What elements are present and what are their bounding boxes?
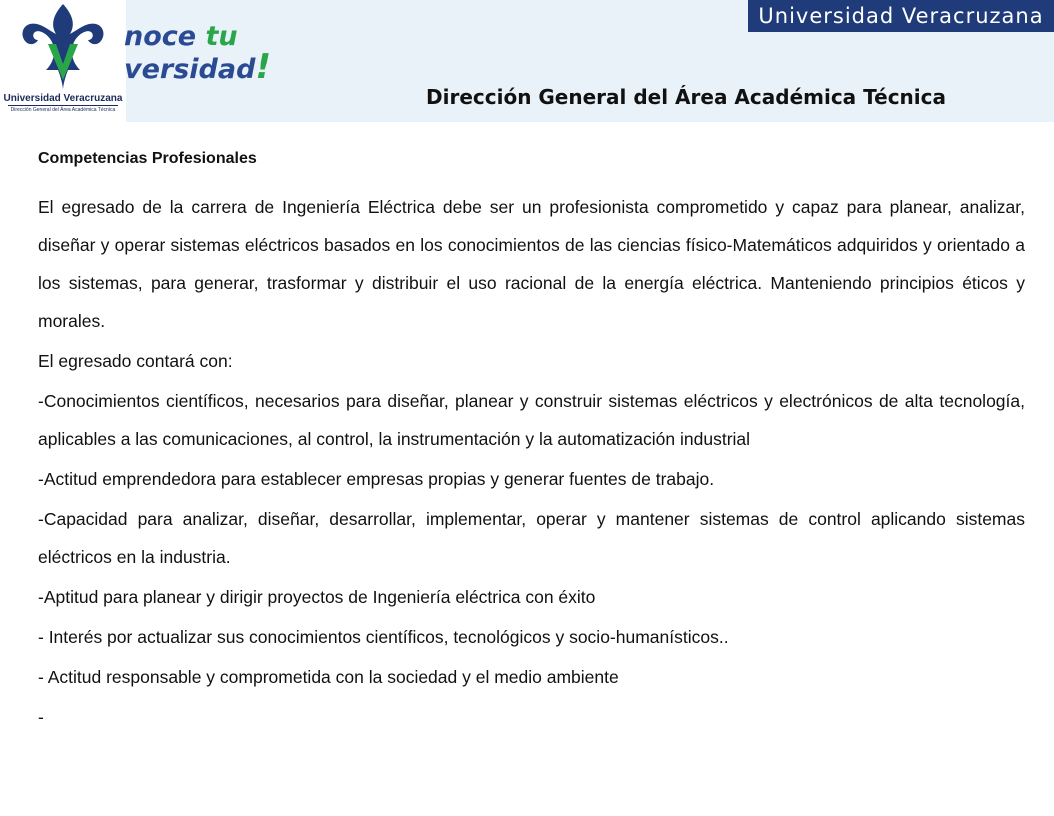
- lead-paragraph: El egresado contará con:: [38, 351, 233, 371]
- list-item: -: [38, 707, 44, 727]
- university-emblem-icon: [0, 0, 126, 92]
- logo-subtitle: Dirección General del Área Académica Técnica: [10, 107, 116, 113]
- slogan-exclamation: !: [255, 47, 271, 87]
- slogan-line1-b: tu: [205, 21, 238, 52]
- university-logo: [0, 0, 126, 122]
- logo-divider: [8, 105, 118, 106]
- logo-name: Universidad Veracruzana: [3, 93, 123, 104]
- university-banner: Universidad Veracruzana: [748, 0, 1054, 32]
- slogan-line2: versidad: [124, 54, 256, 85]
- list-item: -Conocimientos científicos, necesarios para diseñar, planear y construir sistemas eléctricos y electrónicos de alta tecnología, aplicables a las comunicaciones, al control, la instrumentación y la automatización industrial: [38, 391, 1025, 449]
- main-content: [38, 146, 1025, 738]
- list-item: -Aptitud para planear y dirigir proyectos de Ingeniería eléctrica con éxito: [38, 587, 596, 607]
- section-heading: Competencias Profesionales: [38, 150, 257, 167]
- list-item: - Actitud responsable y comprometida con la sociedad y el medio ambiente: [38, 667, 619, 687]
- list-item: -Capacidad para analizar, diseñar, desarrollar, implementar, operar y mantener sistemas de control aplicando sistemas eléctricos en la industria.: [38, 509, 1025, 567]
- list-item: -Actitud emprendedora para establecer empresas propias y generar fuentes de trabajo.: [38, 469, 715, 489]
- slogan: [124, 22, 271, 85]
- intro-paragraph: El egresado de la carrera de Ingeniería Eléctrica debe ser un profesionista comprometido y capaz para planear, analizar, diseñar y operar sistemas eléctricos basados en los conocimientos de las ciencias físico-Matemáticos adquiridos y orientado a los sistemas, para generar, trasformar y distribuir el uso racional de la energía eléctrica. Manteniendo principios éticos y morales.: [38, 197, 1025, 331]
- page-header: [0, 0, 1054, 122]
- list-item: - Interés por actualizar sus conocimientos científicos, tecnológicos y socio-humanísticos..: [38, 627, 729, 647]
- slogan-line1-a: noce: [124, 21, 206, 52]
- page-title: Dirección General del Área Académica Técnica: [426, 85, 946, 109]
